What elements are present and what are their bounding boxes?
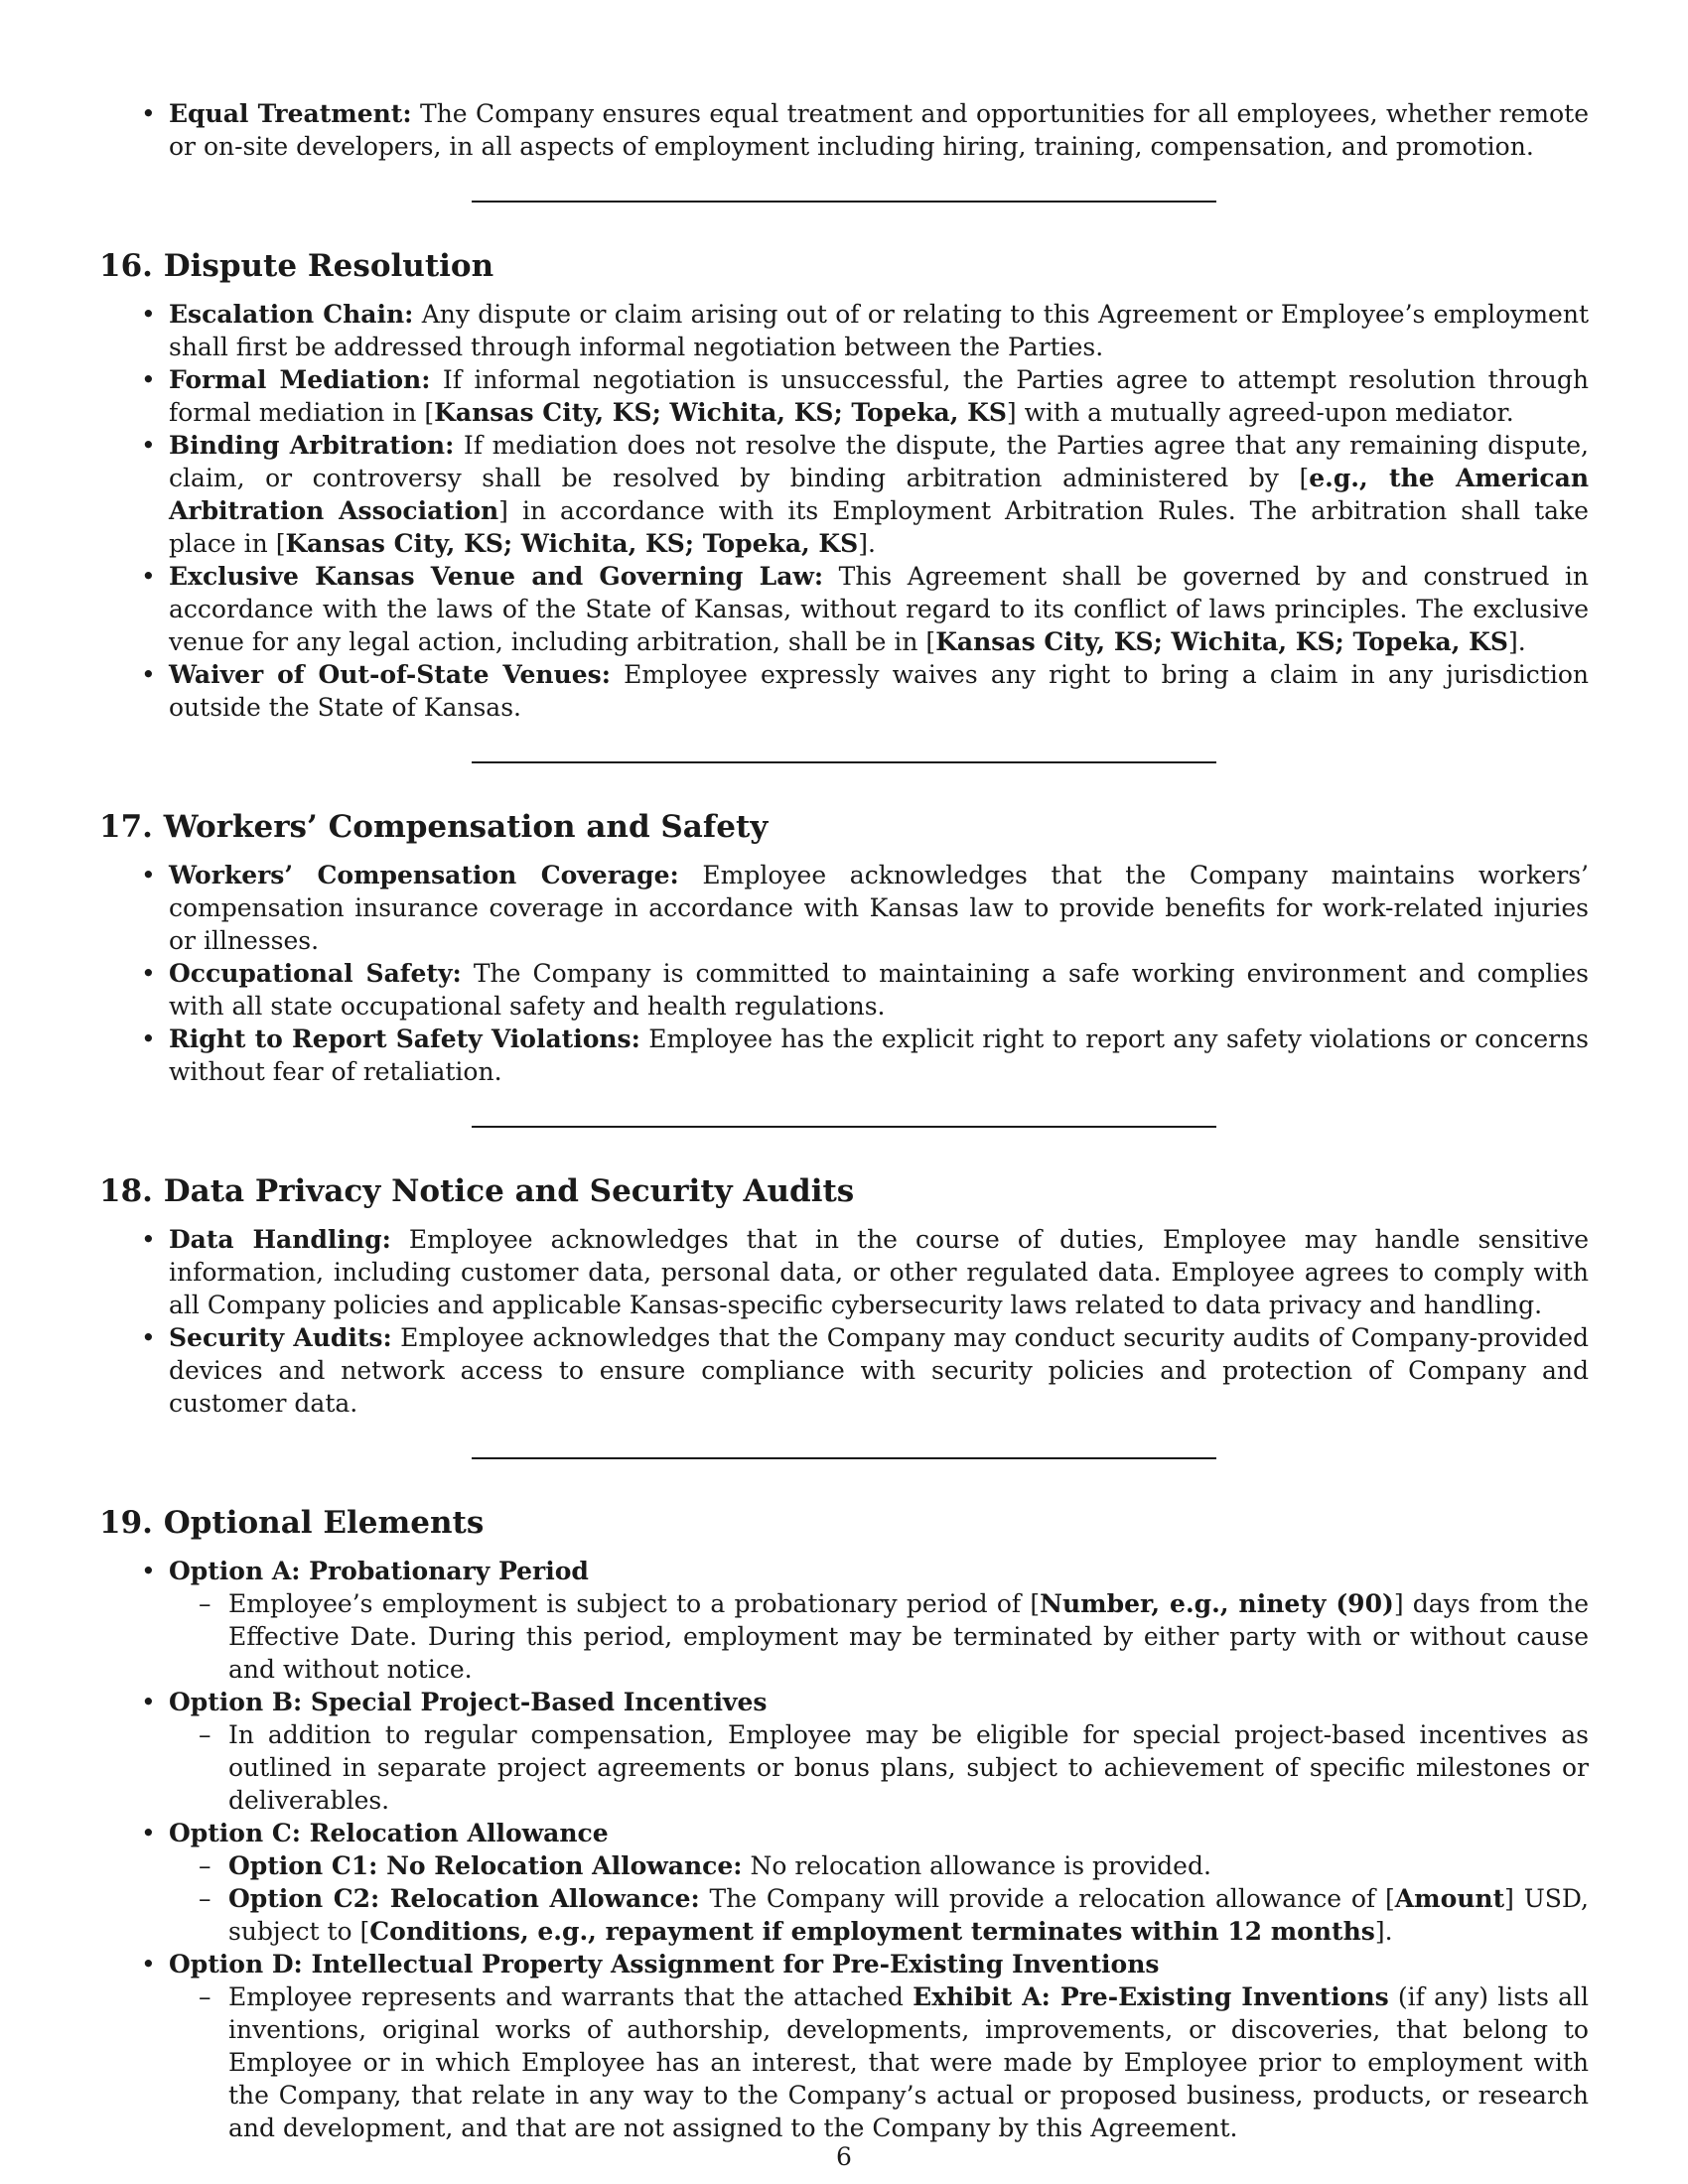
item-title: Workers’ Compensation Coverage:: [169, 861, 679, 889]
document-page: [99, 97, 1589, 2144]
placeholder-text: Kansas City, KS; Wichita, KS; Topeka, KS: [434, 398, 1007, 427]
item-text: ].: [1507, 627, 1526, 656]
list-item-escalation-chain: [169, 298, 1589, 363]
item-title: Binding Arbitration:: [169, 431, 455, 460]
item-text: The Company will provide a relocation allowance of [: [699, 1884, 1395, 1913]
item-title: Escalation Chain:: [169, 300, 414, 329]
item-text: Employee’s employment is subject to a probationary period of [: [228, 1589, 1041, 1618]
item-title: Security Audits:: [169, 1323, 392, 1352]
list-item-option-c: [169, 1817, 1589, 1948]
item-text: Employee has the explicit right to report any safety violations or concerns without fear of retaliation.: [169, 1024, 1589, 1086]
item-text: The Company ensures equal treatment and opportunities for all employees, whether remote or on-site developers, in all aspects of employment including hiring, training, compensation, and promotion.: [169, 99, 1590, 161]
item-title: Equal Treatment:: [169, 99, 412, 128]
intro-list: [99, 97, 1589, 163]
item-title: Occupational Safety:: [169, 959, 462, 988]
placeholder-text: Kansas City, KS; Wichita, KS; Topeka, KS: [935, 627, 1508, 656]
list-item-option-b: [169, 1686, 1589, 1817]
list-item-option-d: [169, 1948, 1589, 2144]
section-17-heading: 17. Workers’ Compensation and Safety: [99, 809, 769, 845]
section-19-list: [99, 1555, 1589, 2144]
option-c-sublist: [169, 1849, 1589, 1948]
item-text: If informal negotiation is unsuccessful, the Parties agree to attempt resolution through formal mediation in [: [169, 365, 1590, 427]
item-title: Exclusive Kansas Venue and Governing Law:: [169, 562, 824, 591]
section-16-list: [99, 298, 1589, 724]
section-18-list: [99, 1223, 1589, 1420]
option-a-sublist: [169, 1587, 1589, 1686]
item-title: Right to Report Safety Violations:: [169, 1024, 640, 1053]
option-title: Option C: Relocation Allowance: [169, 1819, 609, 1847]
item-text: Employee acknowledges that in the course of duties, Employee may handle sensitive information, including customer data, personal data, or other regulated data. Employee agrees to comply with all Company policies and applicable Kansas-specific cybersecurity laws related to data privacy and handling.: [169, 1225, 1589, 1319]
exhibit-reference: Exhibit A: Pre-Existing Inventions: [913, 1982, 1389, 2011]
item-text: No relocation allowance is provided.: [742, 1851, 1211, 1880]
list-item-equal-treatment: [169, 97, 1589, 163]
sublist-item-c1: [228, 1849, 1589, 1882]
page-number: 6: [836, 2142, 852, 2171]
item-title: Formal Mediation:: [169, 365, 431, 394]
item-title: Option C1: No Relocation Allowance:: [228, 1851, 743, 1880]
option-b-sublist: [169, 1718, 1589, 1817]
item-text: If mediation does not resolve the dispute, the Parties agree that any remaining dispute, claim, or controversy shall be resolved by binding arbitration administered by [: [169, 431, 1589, 492]
section-17-list: [99, 859, 1589, 1088]
item-text: Employee acknowledges that the Company maintains workers’ compensation insurance coverage in accordance with Kansas law to provide benefits for work-related injuries or illnesses.: [169, 861, 1589, 955]
placeholder-text: e.g., the American Arbitration Association: [169, 464, 1590, 525]
sublist-item-c2: [228, 1882, 1589, 1948]
item-text: This Agreement shall be governed by and construed in accordance with the laws of the State of Kansas, without regard to its conflict of laws principles. The exclusive venue for any legal action, including arbitration, shall be in [: [169, 562, 1590, 656]
item-text: ].: [1374, 1917, 1393, 1946]
item-text: ] days from the Effective Date. During this period, employment may be terminated by either party with or without cause and without notice.: [228, 1589, 1590, 1684]
list-item-security-audits: [169, 1321, 1589, 1420]
item-title: Data Handling:: [169, 1225, 391, 1254]
option-d-sublist: [169, 1980, 1589, 2144]
list-item-binding-arbitration: [169, 429, 1589, 560]
section-18-heading: 18. Data Privacy Notice and Security Audits: [99, 1173, 855, 1209]
list-item-formal-mediation: [169, 363, 1589, 429]
option-title: Option B: Special Project-Based Incentives: [169, 1688, 768, 1716]
sublist-item: [228, 1980, 1589, 2144]
item-title: Option C2: Relocation Allowance:: [228, 1884, 700, 1913]
option-title: Option D: Intellectual Property Assignment for Pre-Existing Inventions: [169, 1950, 1160, 1979]
sublist-item: [228, 1587, 1589, 1686]
list-item-venue-waiver: [169, 658, 1589, 724]
placeholder-text: Amount: [1394, 1884, 1505, 1913]
list-item-data-handling: [169, 1223, 1589, 1321]
list-item-kansas-venue: [169, 560, 1589, 658]
item-text: ] USD, subject to [: [228, 1884, 1589, 1946]
item-text: The Company is committed to maintaining a safe working environment and complies with all state occupational safety and health regulations.: [169, 959, 1589, 1021]
section-19-heading: 19. Optional Elements: [99, 1505, 485, 1541]
placeholder-text: Kansas City, KS; Wichita, KS; Topeka, KS: [285, 529, 859, 558]
list-item-option-a: [169, 1555, 1589, 1686]
section-16-heading: 16. Dispute Resolution: [99, 248, 494, 284]
option-title: Option A: Probationary Period: [169, 1557, 589, 1585]
list-item-occupational-safety: [169, 957, 1589, 1023]
item-title: Waiver of Out-of-State Venues:: [169, 660, 611, 689]
list-item-workers-comp: [169, 859, 1589, 957]
item-text: ] with a mutually agreed-upon mediator.: [1006, 398, 1514, 427]
item-text: In addition to regular compensation, Employee may be eligible for special project-based incentives as outlined in separate project agreements or bonus plans, subject to achievement of specific milestones or deliverables.: [228, 1720, 1589, 1815]
item-text: Employee expressly waives any right to bring a claim in any jurisdiction outside the State of Kansas.: [169, 660, 1589, 722]
item-text: Any dispute or claim arising out of or relating to this Agreement or Employee’s employment shall first be addressed through informal negotiation between the Parties.: [169, 300, 1589, 361]
list-item-report-violations: [169, 1023, 1589, 1088]
item-text: ].: [858, 529, 876, 558]
item-text: Employee represents and warrants that the attached: [228, 1982, 914, 2011]
placeholder-text: Conditions, e.g., repayment if employment terminates within 12 months: [369, 1917, 1375, 1946]
placeholder-text: Number, e.g., ninety (90): [1040, 1589, 1394, 1618]
sublist-item: [228, 1718, 1589, 1817]
item-text: (if any) lists all inventions, original works of authorship, developments, improvements, or discoveries, that belong to Employee or in which Employee has an interest, that were made by Employee prior to employment with the Company, that relate in any way to the Company’s actual or proposed business, products, or research and development, and that are not assigned to the Company by this Agreement.: [228, 1982, 1589, 2142]
item-text: ] in accordance with its Employment Arbitration Rules. The arbitration shall take place in [: [169, 496, 1589, 558]
item-text: Employee acknowledges that the Company may conduct security audits of Company-provided devices and network access to ensure compliance with security policies and protection of Company and customer data.: [169, 1323, 1589, 1418]
